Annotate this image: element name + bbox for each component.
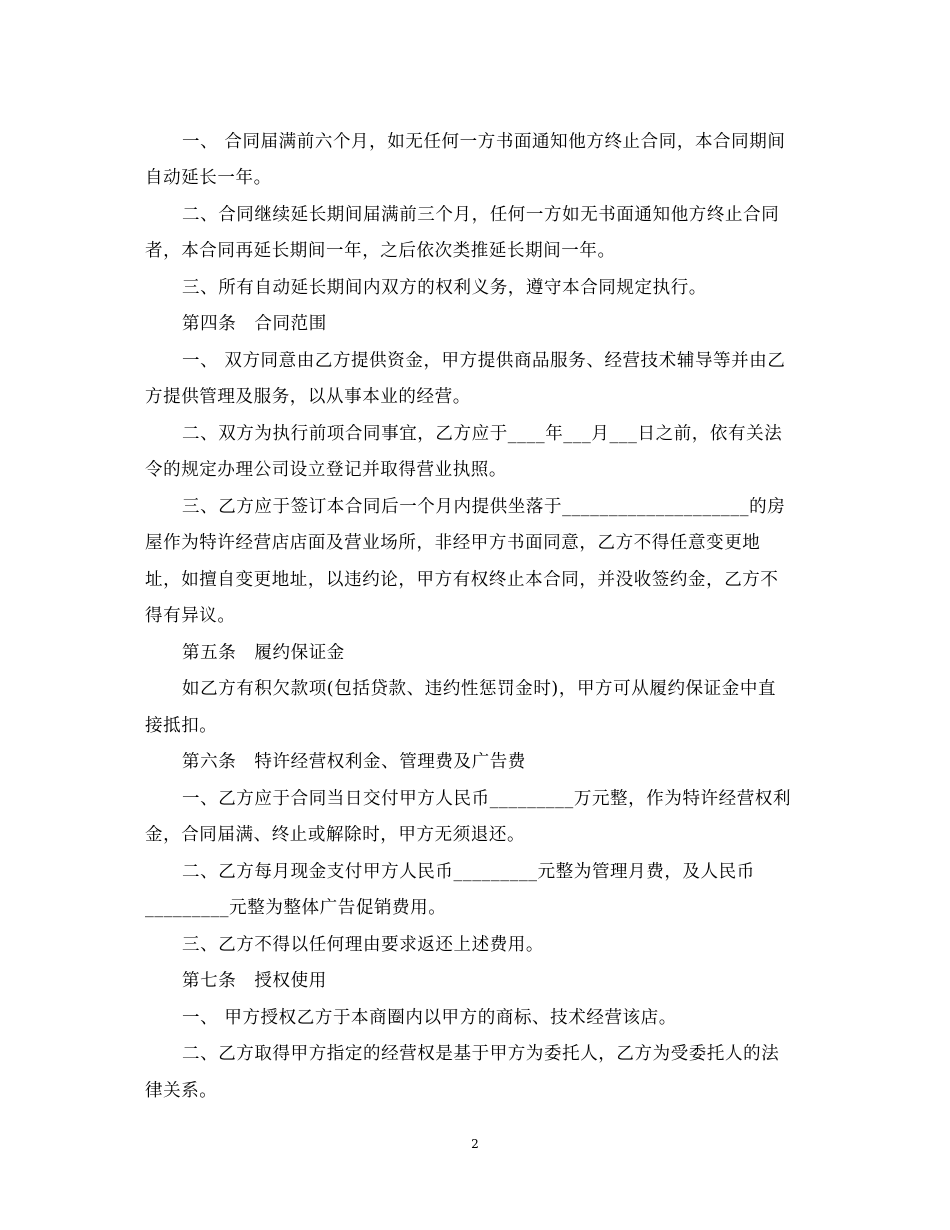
paragraph-line: 一、 甲方授权乙方于本商圈内以甲方的商标、技术经营该店。 [182,1008,677,1028]
paragraph-line: 三、乙方应于签订本合同后一个月内提供坐落于____________________的房 [182,497,786,517]
paragraph-line: 址，如擅自变更地址，以违约论，甲方有权终止本合同，并没收签约金，乙方不 [145,570,779,590]
paragraph-line: 三、乙方不得以任何理由要求返还上述费用。 [182,935,544,955]
paragraph-line: 一、 双方同意由乙方提供资金，甲方提供商品服务、经营技术辅导等并由乙 [182,351,786,371]
paragraph-line: 金，合同届满、终止或解除时，甲方无须退还。 [145,825,526,845]
paragraph-line: 屋作为特许经营店店面及营业场所，非经甲方书面同意，乙方不得任意变更地 [145,533,761,553]
article-heading: 第六条 特许经营权利金、管理费及广告费 [182,752,526,772]
paragraph-line: 令的规定办理公司设立登记并取得营业执照。 [145,460,507,480]
paragraph-line: 一、 合同届满前六个月，如无任何一方书面通知他方终止合同，本合同期间 [182,132,786,152]
paragraph-line: 接抵扣。 [145,716,218,736]
paragraph-line: 三、所有自动延长期间内双方的权利义务，遵守本合同规定执行。 [182,278,707,298]
article-heading: 第五条 履约保证金 [182,643,345,663]
paragraph-line: 二、乙方取得甲方指定的经营权是基于甲方为委托人，乙方为受委托人的法 [182,1044,780,1064]
paragraph-line: 二、双方为执行前项合同事宜，乙方应于____年___月___日之前，依有关法 [182,424,783,444]
article-heading: 第四条 合同范围 [182,314,327,334]
paragraph-line: 二、乙方每月现金支付甲方人民币_________元整为管理月费，及人民币 [182,862,755,882]
paragraph-line: _________元整为整体广告促销费用。 [145,898,447,918]
paragraph-line: 一、乙方应于合同当日交付甲方人民币_________万元整，作为特许经营权利 [182,789,792,809]
paragraph-line: 二、合同继续延长期间届满前三个月，任何一方如无书面通知他方终止合同 [182,205,780,225]
paragraph-line: 如乙方有积欠款项(包括贷款、违约性惩罚金时)，甲方可从履约保证金中直 [182,679,777,699]
paragraph-line: 方提供管理及服务，以从事本业的经营。 [145,387,471,407]
paragraph-line: 者，本合同再延长期间一年，之后依次类推延长期间一年。 [145,241,616,261]
article-heading: 第七条 授权使用 [182,971,327,991]
page-number: 2 [471,1137,479,1151]
paragraph-line: 律关系。 [145,1081,218,1101]
paragraph-line: 自动延长一年。 [145,168,272,188]
paragraph-line: 得有异议。 [145,606,236,626]
